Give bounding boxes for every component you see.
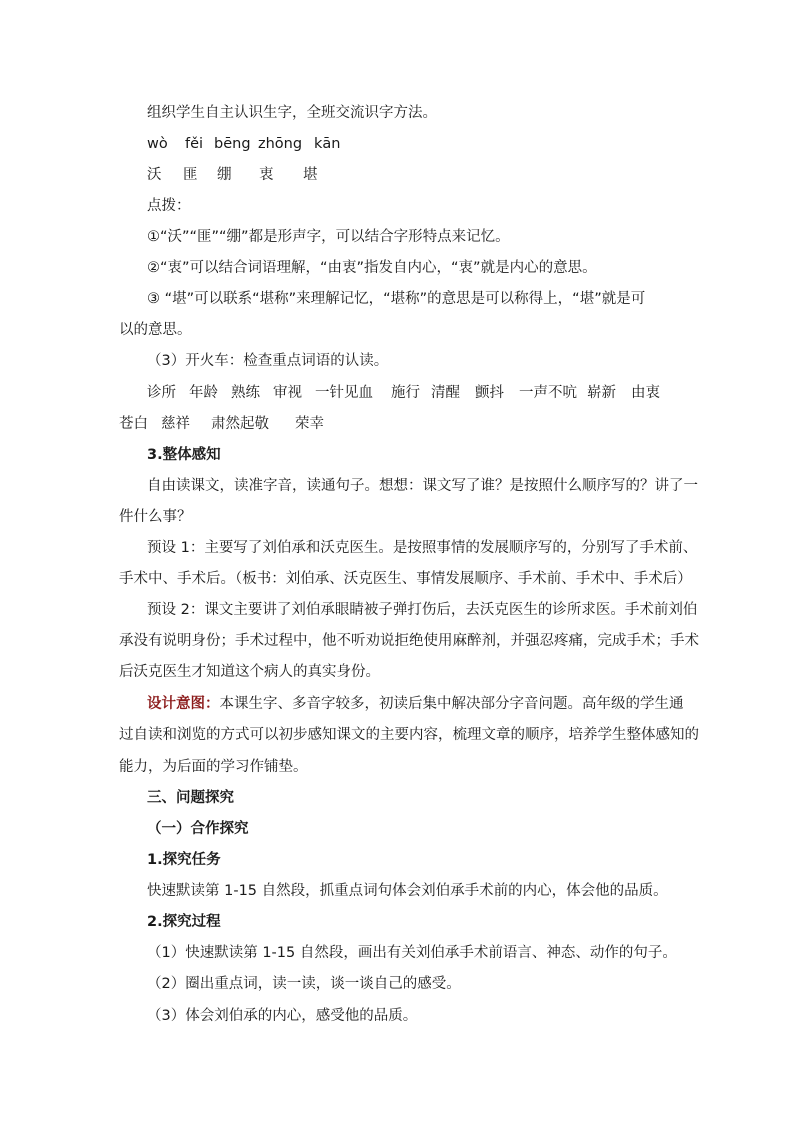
preset-1-line-2: 手术中、手术后。（板书：刘伯承、沃克医生、事情发展顺序、手术前、手术中、手术后） — [119, 571, 692, 587]
note-3-line-1: ③ “堪”可以联系“堪称”来理解记忆，“堪称”的意思是可以称得上，“堪”就是可 — [147, 291, 646, 307]
preset-2-line-3: 后沃克医生才知道这个病人的真实身份。 — [119, 664, 380, 680]
process-heading: 2.探究过程 — [147, 914, 221, 930]
character-row — [147, 165, 318, 185]
character-item: 堪 — [303, 167, 318, 183]
word-item: 清醒 — [431, 385, 460, 401]
word-item: 一针见血 — [315, 385, 373, 401]
pinyin-item: zhōng — [258, 136, 303, 152]
preset-2-line-1: 预设 2：课文主要讲了刘伯承眼睛被子弹打伤后，去沃克医生的诊所求医。手术前刘伯 — [147, 602, 698, 618]
task-heading: 1.探究任务 — [147, 852, 221, 868]
pinyin-row — [147, 134, 340, 154]
pinyin-item: wò — [147, 136, 168, 152]
process-step-3: （3）体会刘伯承的内心，感受他的品质。 — [147, 1008, 418, 1024]
intro-text: 组织学生自主认识生字，全班交流识字方法。 — [147, 105, 437, 121]
word-item: 由衷 — [631, 385, 660, 401]
cooperative-heading: （一）合作探究 — [147, 821, 249, 837]
word-item: 崭新 — [587, 385, 616, 401]
character-item: 绷 — [217, 167, 232, 183]
design-label: 设计意图： — [147, 696, 220, 712]
note-2: ②“衷”可以结合词语理解，“由衷”指发自内心，“衷”就是内心的意思。 — [147, 260, 597, 276]
word-item: 一声不吭 — [519, 385, 577, 401]
character-item: 匪 — [183, 167, 198, 183]
character-item: 沃 — [147, 167, 162, 183]
word-item: 熟练 — [231, 385, 260, 401]
task-text: 快速默读第 1-15 自然段，抓重点词句体会刘伯承手术前的内心，体会他的品质。 — [147, 883, 668, 899]
word-item: 审视 — [273, 385, 302, 401]
part-3-heading: 三、问题探究 — [147, 790, 234, 806]
process-step-2: （2）圈出重点词，读一读，谈一谈自己的感受。 — [147, 976, 461, 992]
design-text: 本课生字、多音字较多，初读后集中解决部分字音问题。高年级的学生通 — [219, 696, 684, 712]
word-item: 苍白 — [119, 416, 148, 432]
word-item: 施行 — [391, 385, 420, 401]
design-line-3: 能力，为后面的学习作铺垫。 — [119, 759, 308, 775]
design-line-1 — [147, 694, 684, 714]
train-title: （3）开火车：检查重点词语的认读。 — [147, 353, 389, 369]
word-item: 肃然起敬 — [211, 416, 269, 432]
pinyin-item: bēng — [214, 136, 251, 152]
word-item: 颤抖 — [475, 385, 504, 401]
word-item: 荣幸 — [295, 416, 324, 432]
pinyin-item: fěi — [185, 136, 204, 152]
section-3-heading: 3.整体感知 — [147, 447, 221, 463]
note-1: ①“沃”“匪”“绷”都是形声字，可以结合字形特点来记忆。 — [147, 229, 510, 245]
word-item: 诊所 — [147, 385, 176, 401]
note-3-line-2: 以的意思。 — [119, 322, 192, 338]
preset-1-line-1: 预设 1：主要写了刘伯承和沃克医生。是按照事情的发展顺序写的，分别写了手术前、 — [147, 540, 698, 556]
character-item: 衷 — [259, 167, 274, 183]
pinyin-item: kān — [314, 136, 341, 152]
process-step-1: （1）快速默读第 1-15 自然段，画出有关刘伯承手术前语言、神态、动作的句子。 — [147, 945, 677, 961]
design-line-2: 过自读和浏览的方式可以初步感知课文的主要内容，梳理文章的顺序，培养学生整体感知的 — [119, 727, 699, 743]
perceive-line-2: 件什么事？ — [119, 509, 192, 525]
word-item: 慈祥 — [161, 416, 190, 432]
dianbo-title: 点拨： — [147, 198, 191, 214]
words-row-2 — [119, 414, 324, 434]
words-row-1 — [147, 383, 660, 403]
preset-2-line-2: 承没有说明身份；手术过程中，他不听劝说拒绝使用麻醉剂，并强忍疼痛，完成手术；手术 — [119, 633, 699, 649]
perceive-line-1: 自由读课文，读准字音，读通句子。想想：课文写了谁？是按照什么顺序写的？讲了一 — [147, 478, 698, 494]
word-item: 年龄 — [189, 385, 218, 401]
